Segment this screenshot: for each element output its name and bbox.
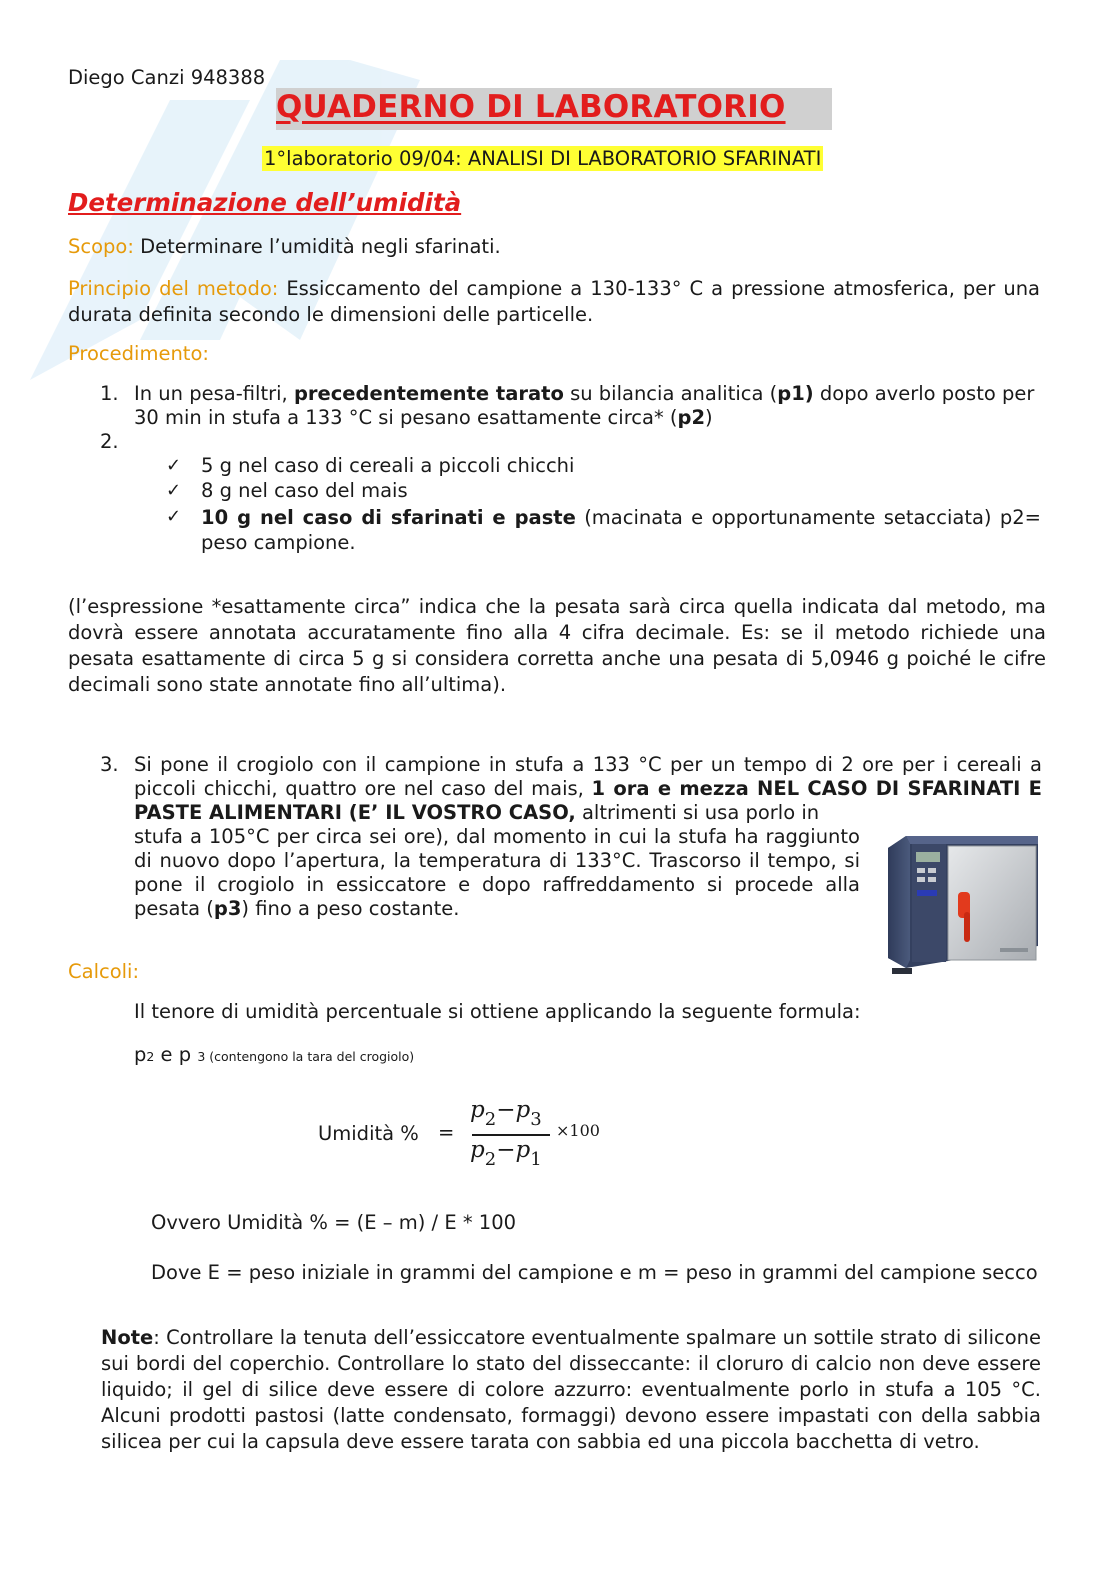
checkmark-icon: ✓ [166,506,182,527]
formula-label: Umidità % [318,1122,419,1145]
fraction-numerator: $p_2-p_3$ [470,1097,542,1130]
scopo-text: Determinare l’umidità negli sfarinati. [133,235,501,258]
drying-oven-image [882,828,1042,976]
section-title: Determinazione dell’umidità [68,188,462,217]
procedimento-label: Procedimento: [68,342,209,365]
calcoli-intro: Il tenore di umidità percentuale si ottiene applicando la seguente formula: [134,1000,861,1023]
checkmark-icon: ✓ [166,480,182,501]
step-1-number: 1. [100,382,119,405]
step-1-text: In un pesa-filtri, precedentemente tarato su bilancia analitica (p1) dopo averlo posto per 30 min in stufa a 133 °C si pesano esattamente circa* (p2) [134,382,1035,429]
umidita-formula [318,1093,638,1183]
calcoli-label: Calcoli: [68,960,140,983]
sub-item-sfarinati: 10 g nel caso di sfarinati e paste (macinata e opportunamente setacciata) p2= peso campione. [201,506,1041,554]
step-3-text: Si pone il crogiolo con il campione in stufa a 133 °C per un tempo di 2 ore per i cereali a piccoli chicchi, quattro ore nel caso del mais, 1 ora e mezza NEL CASO DI SFARINATI E PASTE ALIMENTARI (E’ IL VOSTRO CASO, altrimenti si usa porlo in [134,753,1042,824]
dove-definition: Dove E = peso iniziale in grammi del campione e m = peso in grammi del campione secco [151,1261,1038,1284]
principio-paragraph [68,276,1040,328]
formula-times-100: ×100 [556,1121,600,1140]
principio-label: Principio del metodo: [68,277,279,300]
formula-fraction [470,1093,554,1183]
sub-item-mais: 8 g nel caso del mais [201,479,408,502]
ovvero-formula: Ovvero Umidità % = (E – m) / E * 100 [151,1211,517,1234]
lab-subtitle: 1°laboratorio 09/04: ANALISI DI LABORATORIO SFARINATI [264,147,822,170]
sub-item-cereali: 5 g nel caso di cereali a piccoli chicchi [201,454,575,477]
scopo-paragraph [68,235,501,258]
note-label: Note [101,1326,154,1349]
checkmark-icon: ✓ [166,455,182,476]
fraction-bar [472,1134,550,1136]
fraction-denominator: $p_2-p_1$ [470,1137,542,1170]
step-3-text-continued: stufa a 105°C per circa sei ore), dal momento in cui la stufa ha raggiunto di nuovo dopo l’apertura, la temperatura di 133°C. Trascorso il tempo, si pone il crogiolo in essiccatore e dopo raffreddamento si procede alla pesata (p3) fino a peso costante. [134,825,860,920]
esattamente-circa-note: (l’espressione *esattamente circa” indica che la pesata sarà circa quella indicata dal metodo, ma dovrà essere annotata accuratamente fino alla 4 cifra decimale. Es: se il metodo richiede una pesata esattamente di circa 5 g si considera corretta anche una pesata di 5,0946 g poiché le cifre decimali sono state annotate fino all’ultima). [68,595,1046,696]
note-paragraph [101,1325,1041,1455]
principio-text: Essiccamento del campione a 130-133° C a pressione atmosferica, per una durata definita secondo le dimensioni delle particelle. [68,277,1041,326]
p-tara-note: p2 e p 3 (contengono la tara del crogiolo) [134,1043,415,1066]
formula-equals: = [438,1121,455,1144]
scopo-label: Scopo: [68,235,134,258]
note-text: : Controllare la tenuta dell’essiccatore eventualmente spalmare un sottile strato di silicone sui bordi del coperchio. Controllare lo stato del disseccante: il cloruro di calcio non deve essere liquido; il gel di silice deve essere di colore azzurro: eventualmente porlo in stufa a 105 °C. Alcuni prodotti pastosi (latte condensato, formaggi) devono essere impastati con della sabbia silicea per cui la capsula deve essere tarata con sabbia ed una piccola bacchetta di vetro. [101,1326,1041,1453]
page-title: QUADERNO DI LABORATORIO [276,89,786,125]
step-2-number: 2. [100,430,119,453]
author-name: Diego Canzi 948388 [68,66,266,89]
step-3-number: 3. [100,753,119,776]
